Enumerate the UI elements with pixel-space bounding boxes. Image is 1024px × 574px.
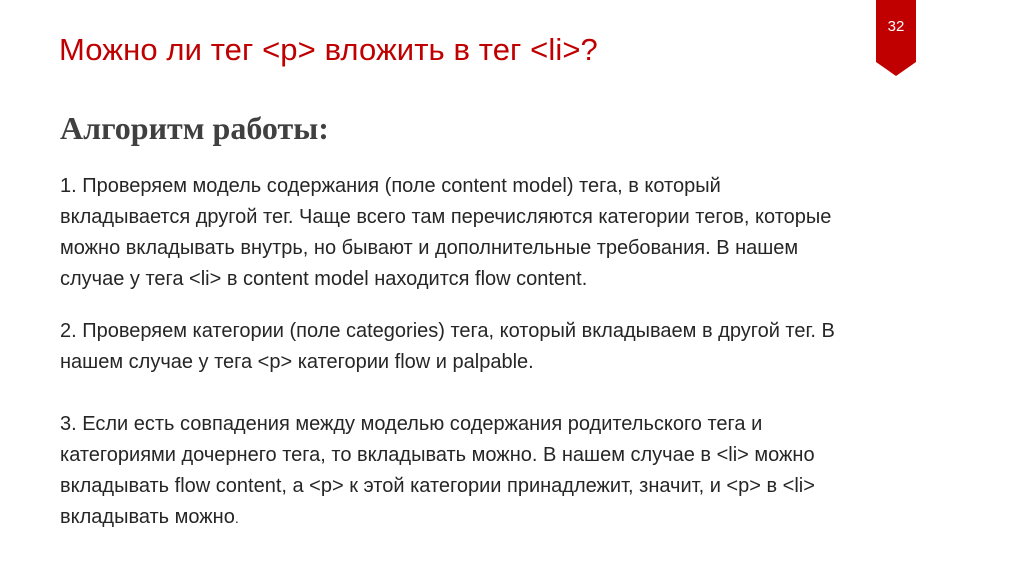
paragraph-line: 3. Если есть совпадения между моделью содержания родительского тега и — [60, 413, 763, 435]
paragraph-line-last — [60, 502, 960, 534]
paragraph-text: вкладывать можно — [60, 506, 235, 528]
paragraph-line: нашем случае у тега <p> категории flow и palpable. — [60, 351, 534, 373]
section-heading: Алгоритм работы: — [60, 110, 329, 146]
paragraph-step-2 — [60, 316, 960, 378]
page-number-ribbon-icon — [876, 0, 916, 76]
slide-title: Можно ли тег <p> вложить в тег <li>? — [59, 32, 598, 67]
paragraph-step-3 — [60, 409, 960, 534]
paragraph-line: можно вкладывать внутрь, но бывают и дополнительные требования. В нашем — [60, 237, 799, 259]
paragraph-period: . — [234, 510, 239, 526]
paragraph-line: 2. Проверяем категории (поле categories) тега, который вкладываем в другой тег. В — [60, 320, 835, 342]
page-number: 32 — [887, 18, 905, 35]
paragraph-step-1 — [60, 171, 960, 295]
paragraph-line: случае у тега <li> в content model находится flow content. — [60, 268, 588, 290]
paragraph-line: вкладывается другой тег. Чаще всего там перечисляются категории тегов, которые — [60, 206, 832, 228]
paragraph-line: 1. Проверяем модель содержания (поле content model) тега, в который — [60, 175, 721, 197]
paragraph-line: вкладывать flow content, а <p> к этой категории принадлежит, значит, и <p> в <li> — [60, 475, 815, 497]
paragraph-line: категориями дочернего тега, то вкладывать можно. В нашем случае в <li> можно — [60, 444, 815, 466]
